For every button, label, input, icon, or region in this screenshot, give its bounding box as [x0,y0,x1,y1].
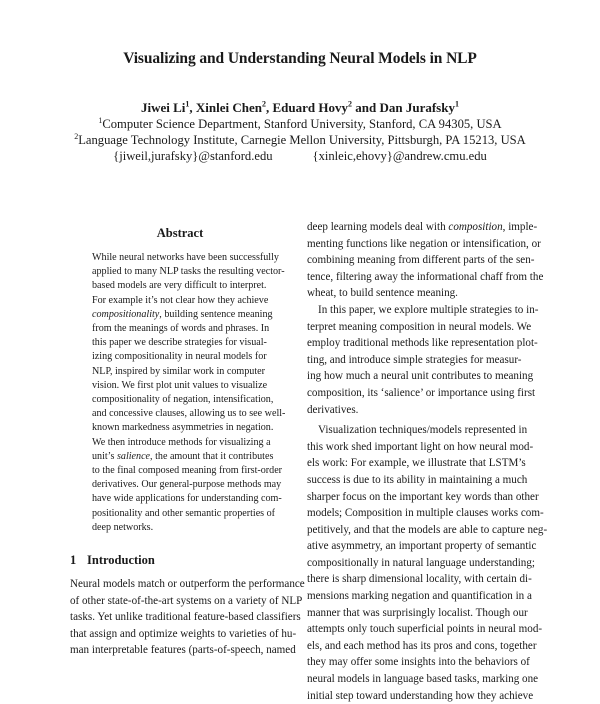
abstract-line: While neural networks have been successfully [92,252,279,263]
body-line: els, and each method has its pros and cons, together [307,639,537,652]
body-line: there is sharp dimensional locality, with certain di- [307,573,532,586]
affil-mark: 2 [74,131,79,141]
body-line: ting, and introduce simple strategies for measur- [307,353,522,366]
abstract-line: from the meanings of words and phrases. In [92,323,270,335]
left-column [70,226,305,659]
intro-line: of other state-of-the-art systems on a variety of NLP [70,594,303,607]
body-line: terpret meaning composition in neural models. We [307,320,532,333]
author-affil-mark: 1 [454,99,459,109]
term-composition: composition [448,221,503,233]
abstract-line: NLP, inspired by similar work in computer [92,365,265,377]
body-line: manner that was surprisingly localist. Though our [307,606,528,619]
body-line: deep learning models deal with composition, imple- [307,221,538,233]
author-block [0,100,600,164]
abstract-term-salience: salience [116,450,151,462]
abstract-line: vision. We first plot unit values to visualize [92,379,268,391]
intro-line: tasks. Yet unlike traditional feature-based classifiers [70,611,301,624]
author-affil-mark: 2 [348,99,353,109]
body-line: tence, filtering away the informational chaff from the [307,270,544,283]
abstract-line: compositionality, building sentence meaning [92,308,273,320]
author-name: Jiwei Li [141,100,186,115]
body-line: els work: For example, we illustrate that LSTM’s [307,457,526,470]
author-affil-mark: 2 [262,99,267,109]
abstract-line: derivatives. Our general-purpose methods may [92,479,282,491]
abstract-line: applied to many NLP tasks the resulting vector- [92,266,285,278]
body-line: wheat, to build sentence meaning. [307,287,458,300]
body-line: petitively, and that the models are able to capture neg- [307,523,548,536]
body-line: this work shed important light on how neural mod- [307,440,534,453]
body-line: sharper focus on the important key words than other [307,490,539,503]
affiliation-2 [0,132,600,148]
body-line: neural models in language based tasks, marking one [307,673,539,686]
body-line: models; Composition in multiple clauses works com- [307,507,544,520]
abstract-line: this paper we describe strategies for visual- [92,337,267,349]
section-number: 1 [70,553,77,568]
body-line: Visualization techniques/models represented in [318,424,528,437]
body-line: compositionally in natural language understanding; [307,556,535,569]
abstract-line: compositionality of negation, intensification, [92,394,274,406]
abstract-body [92,251,288,535]
abstract-line: based models are very difficult to interpret. [92,280,267,292]
abstract-line: have wide applications for understanding com- [92,493,282,505]
abstract-line: We then introduce methods for visualizing a [92,436,271,448]
author-names: Jiwei Li$^1$, Xinlei Chen$^2$, Eduard Hovy$^2$ and Dan Jurafsky$^1$ [141,99,459,115]
paper-title: Visualizing and Understanding Neural Models in NLP [123,50,477,67]
author-name: Xinlei Chen [195,100,263,115]
abstract-line: to the final composed meaning from first-order [92,465,283,477]
body-line: success is due to its ability in maintaining a much [307,473,528,486]
affiliation-1 [0,116,600,132]
affiliation-text: Language Technology Institute, Carnegie Mellon University, Pittsburgh, PA 15213, USA [78,133,526,147]
body-line: attempts only touch superficial points in neural mod- [307,623,543,636]
author-affil-mark: 1 [185,99,190,109]
body-line: they may offer some insights into the behaviors of [307,656,530,669]
body-line: derivatives. [307,403,359,416]
abstract-line: and concessive clauses, allowing us to see well- [92,408,286,420]
abstract-line: unit’s salience, the amount that it contributes [92,450,274,462]
body-line: mensions marking negation and quantification in a [307,590,532,603]
abstract-line: known markedness asymmetries in negation. [92,422,274,434]
abstract-heading: Abstract [156,226,204,240]
email-cmu: {xinleic,ehovy}@andrew.cmu.edu [312,149,487,163]
author-emails [0,148,600,164]
author-name: Dan Jurafsky [379,100,455,115]
author-conjunction: and [355,100,377,115]
section-heading-introduction [70,553,290,568]
abstract-line: positionality and other semantic properties of [92,507,276,519]
affiliation-text: Computer Science Department, Stanford University, Stanford, CA 94305, USA [102,117,502,131]
introduction-body [70,576,305,659]
intro-line: man interpretable features (parts-of-speech, named [70,644,296,657]
abstract-term-compositionality: compositionality [92,308,160,320]
abstract-line: deep networks. [92,521,154,533]
body-line: combining meaning from different parts of the sen- [307,254,535,267]
author-name: Eduard Hovy [272,100,349,115]
body-line: menting functions like negation or intensification, or [307,237,541,250]
abstract-line: izing compositionality in neural models for [92,351,267,363]
body-line: ative asymmetry, an important property of semantic [307,540,537,553]
body-line: composition, its ‘salience’ or importance using first [307,386,536,399]
body-line: In this paper, we explore multiple strategies to in- [318,303,539,316]
email-stanford: {jiweil,jurafsky}@stanford.edu [113,149,273,163]
body-line: ing how much a neural unit contributes to meaning [307,370,534,383]
abstract-line: For example it’s not clear how they achieve [92,294,269,306]
intro-line: Neural models match or outperform the performance [70,578,305,591]
body-line: employ traditional methods like representation plot- [307,337,538,350]
section-title: Introduction [87,553,155,568]
body-line: initial step toward understanding how they achieve [307,689,534,702]
right-column [307,219,548,704]
intro-line: that assign and optimize weights to varieties of hu- [70,627,297,640]
affil-mark: 1 [98,115,103,125]
